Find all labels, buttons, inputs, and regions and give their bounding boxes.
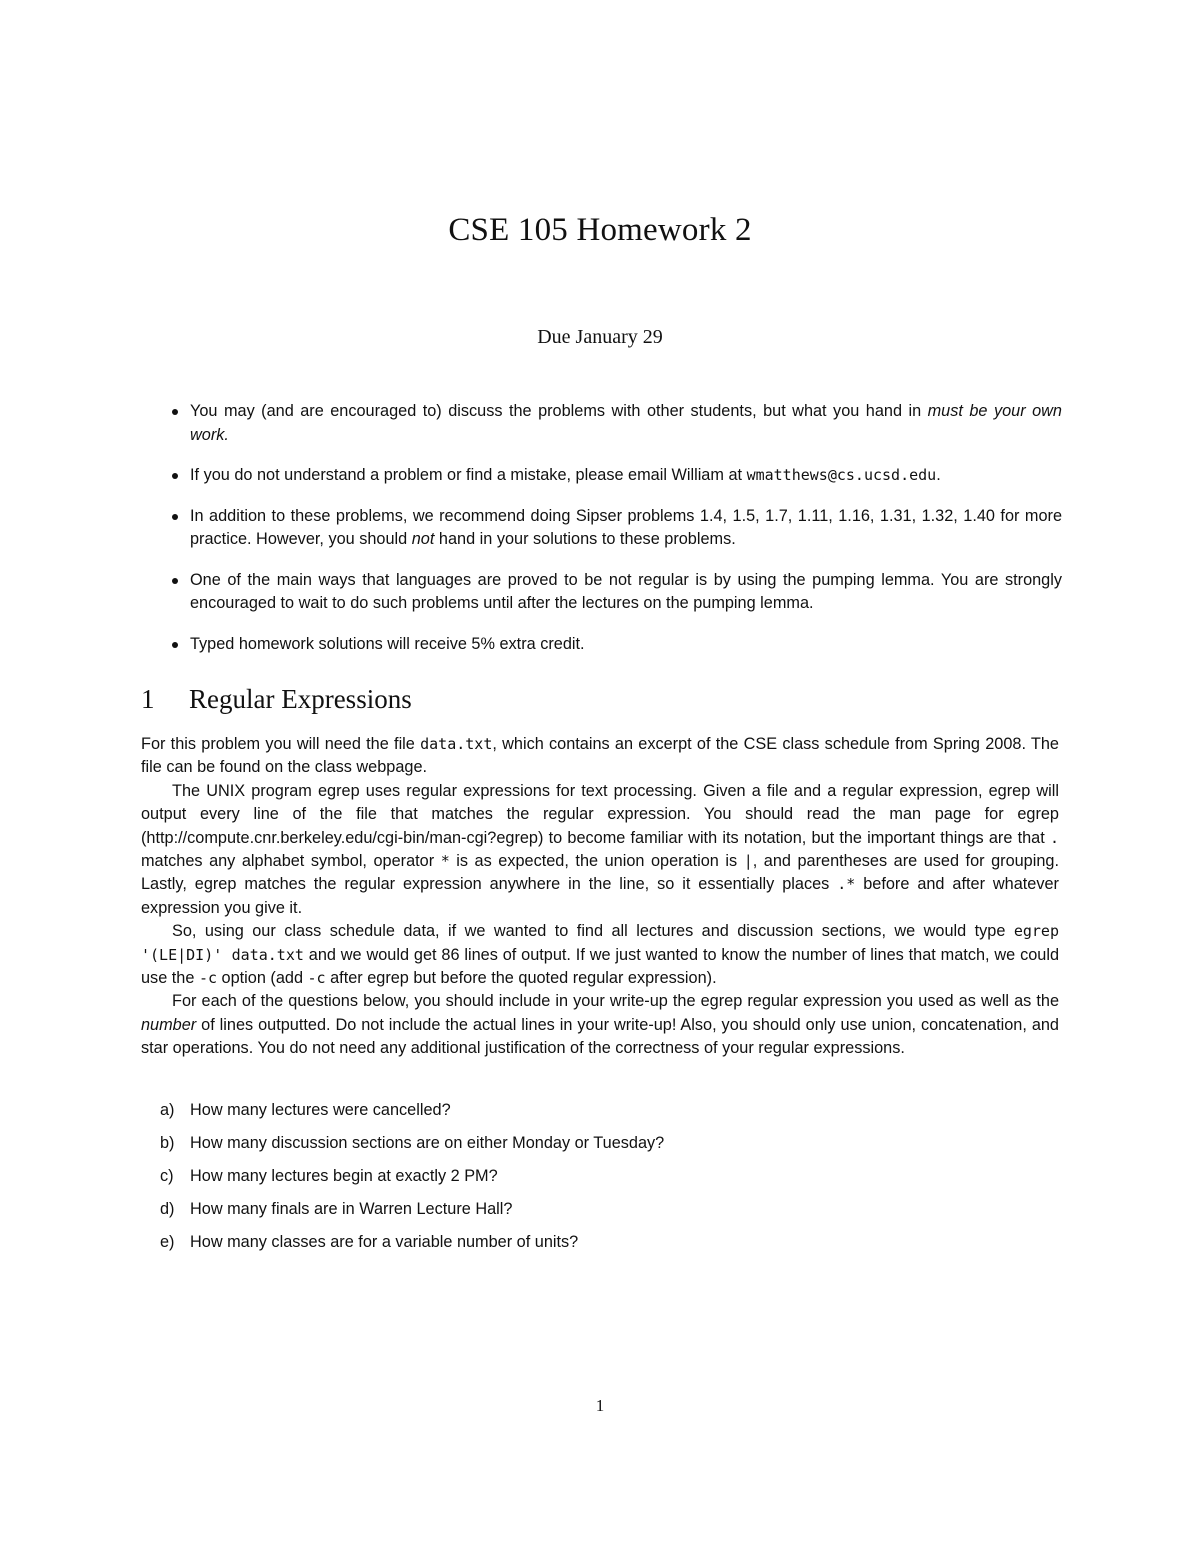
paragraph-text: For this problem you will need the file [141,735,421,753]
instruction-item [170,400,1062,447]
paragraph-text: The UNIX program egrep uses regular expressions for text processing. Given a file and a regular expression, egrep will output every line of the file that matches the regular expression. You should read the man page for egrep (http://compute.cnr.berkeley.edu/cgi-bin/man-cgi?egrep) to become familiar with its notation, but the important things are that [141,781,1059,847]
question-text: How many lectures were cancelled? [190,1101,451,1119]
section-title: Regular Expressions [189,684,412,714]
file-name: data.txt [420,735,493,753]
question-text: How many lectures begin at exactly 2 PM? [190,1167,498,1185]
paragraph [141,733,1059,780]
paragraph [141,780,1059,920]
instruction-text: If you do not understand a problem or find a mistake, please email William at [190,466,747,484]
instruction-text: . [936,466,941,484]
paragraph [141,920,1059,990]
instruction-text: Typed homework solutions will receive 5% extra credit. [190,634,585,653]
question-text: How many discussion sections are on either Monday or Tuesday? [190,1134,665,1152]
question-item [160,1099,1060,1132]
instruction-text: hand in your solutions to these problems. [434,530,736,548]
paragraph-text: after egrep but before the quoted regular expression). [325,969,717,988]
section-body [141,733,1059,1061]
instruction-item [170,505,1062,552]
questions-list [160,1099,1060,1264]
paragraph-text: option (add [217,969,308,988]
paragraph-text: matches any alphabet symbol, operator [141,852,441,871]
instructions-list [170,400,1062,656]
question-item [160,1132,1060,1165]
document-title: CSE 105 Homework 2 [448,212,752,248]
instruction-emphasis: not [411,530,435,548]
question-label: e) [160,1233,175,1251]
paragraph-text: For each of the questions below, you should include in your write-up the egrep regular expression you used as well as the [172,992,1059,1011]
question-item [160,1231,1060,1264]
section-number: 1 [141,684,155,714]
paragraph-text: , which contains an excerpt of the CSE class schedule from Spring 2008. The file can be found on the class webpage. [141,735,1059,777]
question-label: d) [160,1200,175,1218]
paragraph-text: before and after whatever expression you give it. [141,875,1059,917]
paragraph-text: and we would get 86 lines of output. If we just wanted to know the number of lines that match, we could use the [141,945,1060,988]
instruction-text: You may (and are encouraged to) discuss the problems with other students, but what you hand in [190,402,928,420]
code-dot: . [1049,828,1059,847]
instruction-text: One of the main ways that languages are proved to be not regular is by using the pumping lemma. You are strongly encouraged to wait to do such problems until after the lectures on the pumping lemma. [190,570,1062,612]
question-label: b) [160,1134,175,1152]
code-star: * [440,852,450,871]
instruction-item [170,464,1062,488]
question-label: c) [160,1167,174,1185]
paragraph-text: , and parentheses are used for grouping. Lastly, egrep matches the regular expression anywhere in the line, so it essentially places [141,852,1059,894]
paragraph [141,990,1059,1060]
code-option: -c [198,969,217,988]
due-date: Due January 29 [537,326,663,348]
code-dotstar: .* [837,875,856,894]
question-label: a) [160,1101,175,1119]
instruction-item [170,569,1062,616]
section-heading [141,684,412,715]
question-text: How many finals are in Warren Lecture Hall? [190,1200,513,1218]
question-item [160,1198,1060,1231]
page-number: 1 [595,1396,605,1415]
code-command: egrep '(LE|DI)' data.txt [141,922,1059,964]
paragraph-text: of lines outputted. Do not include the actual lines in your write-up! Also, you should only use union, concatenation, and star operations. You do not need any additional justification of the correctness of your regular expressions. [141,1015,1059,1058]
question-item [160,1165,1060,1198]
paragraph-text: is as expected, the union operation is [449,852,744,871]
code-bar: | [743,852,753,871]
code-option: -c [307,969,326,988]
instruction-emphasis: must be your own work. [190,402,1062,444]
email-address: wmatthews@cs.ucsd.edu [746,466,937,484]
paragraph-text: So, using our class schedule data, if we wanted to find all lectures and discussion sections, we would type [172,922,1014,941]
instruction-item [170,633,1062,657]
instruction-text: In addition to these problems, we recommend doing Sipser problems 1.4, 1.5, 1.7, 1.11, 1.16, 1.31, 1.32, 1.40 for more practice. However, you should [190,506,1062,548]
question-text: How many classes are for a variable number of units? [190,1233,579,1251]
paragraph-emphasis: number [141,1015,197,1034]
